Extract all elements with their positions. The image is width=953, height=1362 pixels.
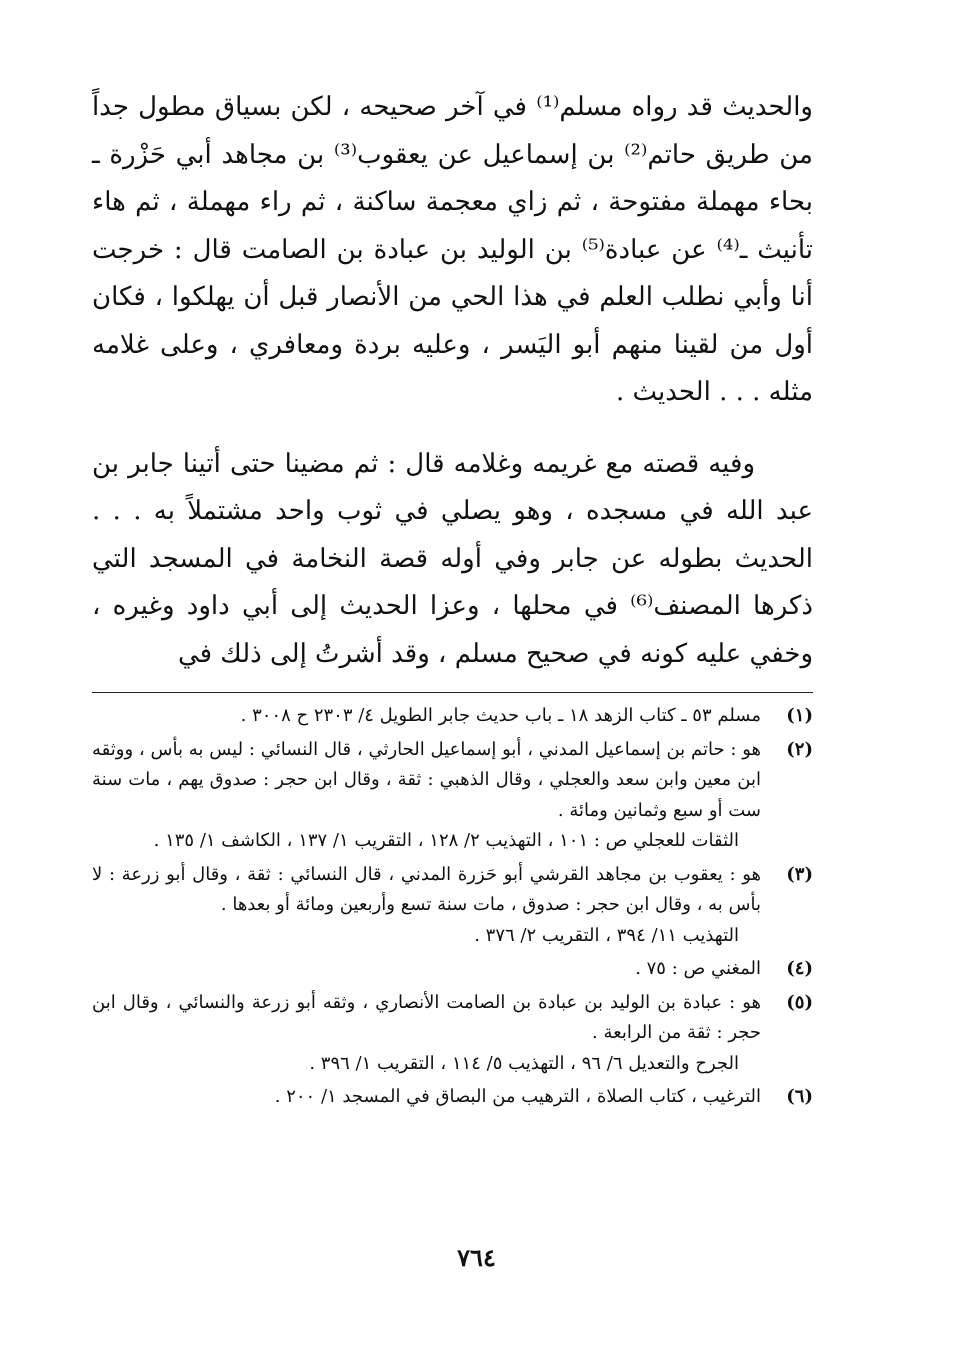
footnote-number: (٥) bbox=[786, 991, 813, 1013]
main-text bbox=[92, 84, 813, 678]
page-number: ٧٦٤ bbox=[457, 1243, 496, 1272]
footnote-6 bbox=[92, 1082, 813, 1113]
footnote-text: هو : حاتم بن إسماعيل المدني ، أبو إسماعيل الحارثي ، قال النسائي : ليس به بأس ، ووثقه ابن معين وابن سعد والعجلي ، وقال الذهبي : ثقة ، وقال ابن حجر : صدوق يهم ، مات سنة ست أو سبع وثمانين ومائة . bbox=[92, 738, 761, 821]
footnote-3 bbox=[92, 860, 813, 952]
footnote-separator bbox=[92, 692, 813, 693]
footnote-number: (٣) bbox=[786, 863, 813, 885]
footnote-4 bbox=[92, 954, 813, 985]
footnote-number: (٦) bbox=[786, 1086, 813, 1107]
footnote-1 bbox=[92, 701, 813, 732]
footnote-number: (٢) bbox=[786, 738, 813, 760]
footnote-source: الجرح والتعديل ٦/ ٩٦ ، التهذيب ٥/ ١١٤ ، التقريب ١/ ٣٩٦ . bbox=[309, 1052, 739, 1074]
footnote-text: هو : عبادة بن الوليد بن عبادة بن الصامت الأنصاري ، وثقه أبو زرعة والنسائي ، وقال ابن حجر : ثقة من الرابعة . bbox=[92, 991, 761, 1043]
footnote-source: الثقات للعجلي ص : ١٠١ ، التهذيب ٢/ ١٢٨ ، التقريب ١/ ١٣٧ ، الكاشف ١/ ١٣٥ . bbox=[153, 830, 739, 851]
footnote-number: (١) bbox=[786, 705, 813, 726]
footnote-source: التهذيب ١١/ ٣٩٤ ، التقريب ٢/ ٣٧٦ . bbox=[474, 924, 739, 946]
footnote-2 bbox=[92, 735, 813, 857]
footnote-text: هو : يعقوب بن مجاهد القرشي أبو حَزرة المدني ، قال النسائي : ثقة ، وقال أبو زرعة : لا بأس به ، وقال ابن حجر : صدوق ، مات سنة تسع وأربعين ومائة أو بعدها . bbox=[92, 863, 761, 915]
footnote-number: (٤) bbox=[786, 958, 813, 979]
paragraph-2: وفيه قصته مع غريمه وغلامه قال : ثم مضينا حتى أتينا جابر بن عبد الله في مسجده ، وهو يصلي في ثوب واحد مشتملاً به . . . الحديث بطوله عن جابر وفي أوله قصة النخامة في المسجد التي ذكرها المصنف⁽⁶⁾ في محلها ، وعزا الحديث إلى أبي داود وغيره ، وخفي عليه كونه في صحيح مسلم ، وقد أشرتُ إلى ذلك في bbox=[92, 448, 813, 669]
footnotes bbox=[92, 701, 813, 1113]
footnote-text: الترغيب ، كتاب الصلاة ، الترهيب من البصاق في المسجد ١/ ٢٠٠ . bbox=[274, 1086, 761, 1107]
footnote-text: المغني ص : ٧٥ . bbox=[635, 958, 761, 979]
footnote-5 bbox=[92, 988, 813, 1080]
paragraph-1: والحديث قد رواه مسلم⁽¹⁾ في آخر صحيحه ، لكن بسياق مطول جداً من طريق حاتم⁽²⁾ بن إسماعيل عن يعقوب⁽³⁾ بن مجاهد أبي حَزْرة ـ بحاء مهملة مفتوحة ، ثم زاي معجمة ساكنة ، ثم راء مهملة ، ثم هاء تأنيث ـ⁽⁴⁾ عن عبادة⁽⁵⁾ بن الوليد بن عبادة بن الصامت قال : خرجت أنا وأبي نطلب العلم في هذا الحي من الأنصار قبل أن يهلكوا ، فكان أول من لقينا منهم أبو اليَسر ، وعليه بردة ومعافري ، وعلى غلامه مثله . . . الحديث . bbox=[92, 92, 813, 407]
footnote-text: مسلم ٥٣ ـ كتاب الزهد ١٨ ـ باب حديث جابر الطويل ٤/ ٢٣٠٣ ح ٣٠٠٨ . bbox=[240, 705, 761, 726]
